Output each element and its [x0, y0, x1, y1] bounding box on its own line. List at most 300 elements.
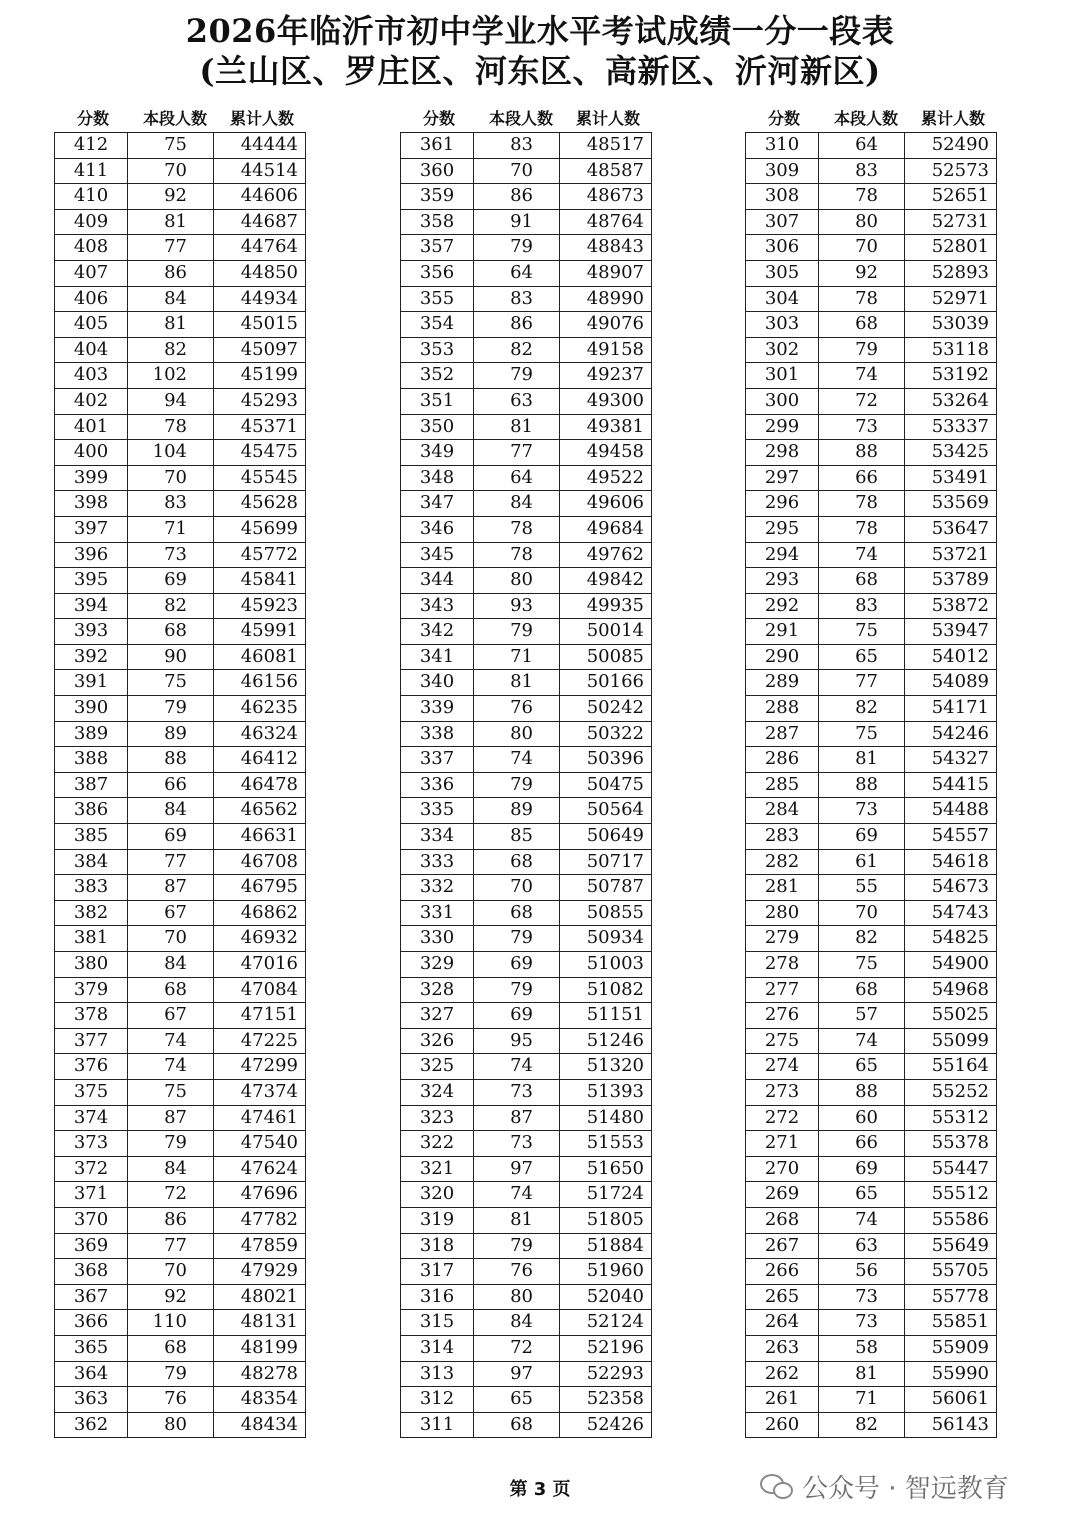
table-row — [745, 1157, 997, 1183]
score-cell: 410 — [55, 184, 128, 209]
table-row — [400, 1362, 652, 1388]
cumulative-cell: 53647 — [931, 517, 989, 539]
count-cell: 81 — [474, 1208, 560, 1233]
table-row — [745, 1310, 997, 1336]
count-cell: 85 — [474, 824, 560, 849]
table-row — [54, 952, 306, 978]
cumulative-cell: 47151 — [240, 1004, 298, 1026]
count-cell: 77 — [128, 235, 214, 260]
score-cell: 264 — [746, 1310, 819, 1335]
cumulative-cell: 50242 — [586, 697, 644, 719]
table-rows — [54, 132, 306, 1438]
count-cell: 74 — [819, 1029, 905, 1054]
score-cell: 377 — [55, 1029, 128, 1054]
score-cell: 308 — [746, 184, 819, 209]
score-cell: 389 — [55, 722, 128, 747]
table-row — [745, 1054, 997, 1080]
table-row — [54, 1157, 306, 1183]
table-row — [54, 415, 306, 441]
cumulative-cell: 53192 — [931, 364, 989, 386]
score-cell: 343 — [401, 594, 474, 619]
cumulative-cell: 53872 — [931, 594, 989, 616]
score-cell: 283 — [746, 824, 819, 849]
count-cell: 82 — [819, 696, 905, 721]
table-row — [54, 1413, 306, 1439]
table-row — [745, 1336, 997, 1362]
count-cell: 77 — [819, 670, 905, 695]
count-cell: 70 — [474, 159, 560, 184]
table-row — [745, 184, 997, 210]
count-cell: 84 — [474, 1310, 560, 1335]
count-cell: 68 — [128, 1336, 214, 1361]
cumulative-cell: 47624 — [240, 1157, 298, 1179]
table-row — [400, 1106, 652, 1132]
cumulative-cell: 51320 — [586, 1055, 644, 1077]
cumulative-cell: 54012 — [931, 645, 989, 667]
cumulative-cell: 52893 — [931, 261, 989, 283]
cumulative-cell: 55025 — [931, 1004, 989, 1026]
cumulative-cell: 47696 — [240, 1183, 298, 1205]
count-cell: 79 — [474, 773, 560, 798]
count-cell: 68 — [474, 901, 560, 926]
header-count: 本段人数 — [833, 108, 898, 128]
table-row — [54, 926, 306, 952]
score-cell: 395 — [55, 568, 128, 593]
score-cell: 366 — [55, 1310, 128, 1335]
cumulative-cell: 55778 — [931, 1285, 989, 1307]
cumulative-cell: 49606 — [586, 492, 644, 514]
score-cell: 367 — [55, 1285, 128, 1310]
count-cell: 64 — [819, 133, 905, 158]
count-cell: 74 — [128, 1029, 214, 1054]
cumulative-cell: 54246 — [931, 722, 989, 744]
score-cell: 279 — [746, 926, 819, 951]
count-cell: 73 — [819, 1285, 905, 1310]
score-cell: 341 — [401, 645, 474, 670]
cumulative-cell: 51650 — [586, 1157, 644, 1179]
count-cell: 84 — [128, 798, 214, 823]
count-cell: 81 — [474, 670, 560, 695]
count-cell: 78 — [819, 491, 905, 516]
table-row — [54, 824, 306, 850]
count-cell: 81 — [474, 415, 560, 440]
table-row — [54, 133, 306, 159]
header-count: 本段人数 — [488, 108, 553, 128]
score-cell: 316 — [401, 1285, 474, 1310]
count-cell: 70 — [128, 926, 214, 951]
cumulative-cell: 53491 — [931, 466, 989, 488]
table-row — [745, 952, 997, 978]
cumulative-cell: 52573 — [931, 159, 989, 181]
score-cell: 318 — [401, 1234, 474, 1259]
count-cell: 87 — [128, 1106, 214, 1131]
score-cell: 291 — [746, 619, 819, 644]
score-cell: 313 — [401, 1362, 474, 1387]
cumulative-cell: 54327 — [931, 748, 989, 770]
cumulative-cell: 48587 — [586, 159, 644, 181]
table-row — [745, 1387, 997, 1413]
cumulative-cell: 51003 — [586, 953, 644, 974]
table-row — [400, 1054, 652, 1080]
score-cell: 390 — [55, 696, 128, 721]
count-cell: 55 — [819, 875, 905, 900]
table-row — [400, 1157, 652, 1183]
count-cell: 58 — [819, 1336, 905, 1361]
count-cell: 95 — [474, 1029, 560, 1054]
table-row — [745, 798, 997, 824]
cumulative-cell: 47929 — [240, 1260, 298, 1282]
table-row — [54, 1362, 306, 1388]
count-cell: 76 — [128, 1387, 214, 1412]
cumulative-cell: 55378 — [931, 1132, 989, 1154]
count-cell: 67 — [128, 901, 214, 926]
cumulative-cell: 53337 — [931, 415, 989, 437]
cumulative-cell: 48673 — [586, 185, 644, 207]
cumulative-cell: 45991 — [240, 620, 298, 642]
count-cell: 79 — [128, 1362, 214, 1387]
score-cell: 310 — [746, 133, 819, 158]
table-row — [400, 312, 652, 338]
score-cell: 339 — [401, 696, 474, 721]
cumulative-cell: 48517 — [586, 134, 644, 155]
score-table-column-2 — [400, 102, 652, 1438]
count-cell: 74 — [474, 1054, 560, 1079]
cumulative-cell: 50717 — [586, 850, 644, 872]
table-rows — [400, 132, 652, 1438]
score-cell: 409 — [55, 210, 128, 235]
table-row — [400, 466, 652, 492]
cumulative-cell: 48843 — [586, 236, 644, 258]
count-cell: 73 — [819, 415, 905, 440]
header-score: 分数 — [422, 108, 455, 128]
cumulative-cell: 47859 — [240, 1234, 298, 1256]
table-row — [54, 466, 306, 492]
cumulative-cell: 48907 — [586, 261, 644, 283]
count-cell: 92 — [128, 184, 214, 209]
table-row — [54, 1259, 306, 1285]
score-cell: 311 — [401, 1413, 474, 1438]
cumulative-cell: 44764 — [240, 236, 298, 258]
count-cell: 65 — [819, 1054, 905, 1079]
count-cell: 74 — [819, 1208, 905, 1233]
score-cell: 298 — [746, 440, 819, 465]
page-title: 2026年临沂市初中学业水平考试成绩一分一段表 — [185, 12, 895, 50]
score-cell: 412 — [55, 133, 128, 158]
cumulative-cell: 50855 — [586, 901, 644, 923]
table-row — [54, 491, 306, 517]
count-cell: 83 — [474, 287, 560, 312]
cumulative-cell: 52971 — [931, 287, 989, 309]
table-row — [400, 747, 652, 773]
table-row — [745, 1234, 997, 1260]
table-row — [54, 363, 306, 389]
cumulative-cell: 55990 — [931, 1362, 989, 1384]
score-cell: 365 — [55, 1336, 128, 1361]
score-cell: 326 — [401, 1029, 474, 1054]
score-cell: 280 — [746, 901, 819, 926]
count-cell: 80 — [474, 1285, 560, 1310]
count-cell: 64 — [474, 466, 560, 491]
cumulative-cell: 55649 — [931, 1234, 989, 1256]
table-row — [400, 901, 652, 927]
cumulative-cell: 53947 — [931, 620, 989, 642]
score-cell: 385 — [55, 824, 128, 849]
table-row — [745, 926, 997, 952]
count-cell: 65 — [819, 1182, 905, 1207]
cumulative-cell: 54415 — [931, 773, 989, 795]
count-cell: 68 — [128, 619, 214, 644]
table-row — [400, 235, 652, 261]
score-cell: 388 — [55, 747, 128, 772]
count-cell: 75 — [128, 133, 214, 158]
score-cell: 324 — [401, 1080, 474, 1105]
table-row — [745, 747, 997, 773]
cumulative-cell: 45097 — [240, 338, 298, 360]
score-cell: 284 — [746, 798, 819, 823]
cumulative-cell: 44850 — [240, 261, 298, 283]
table-row — [745, 1080, 997, 1106]
score-cell: 360 — [401, 159, 474, 184]
score-cell: 305 — [746, 261, 819, 286]
cumulative-cell: 54089 — [931, 671, 989, 693]
count-cell: 60 — [819, 1106, 905, 1131]
table-row — [54, 1310, 306, 1336]
score-cell: 309 — [746, 159, 819, 184]
table-row — [54, 901, 306, 927]
cumulative-cell: 49076 — [586, 313, 644, 335]
cumulative-cell: 46081 — [240, 645, 298, 667]
table-row — [400, 1208, 652, 1234]
table-row — [400, 722, 652, 748]
table-row — [54, 159, 306, 185]
score-cell: 381 — [55, 926, 128, 951]
count-cell: 80 — [819, 210, 905, 235]
count-cell: 72 — [819, 389, 905, 414]
cumulative-cell: 46795 — [240, 876, 298, 898]
count-cell: 79 — [128, 1131, 214, 1156]
count-cell: 79 — [128, 696, 214, 721]
cumulative-cell: 55164 — [931, 1055, 989, 1077]
table-row — [745, 850, 997, 876]
cumulative-cell: 45475 — [240, 441, 298, 463]
table-row — [54, 1336, 306, 1362]
count-cell: 82 — [128, 594, 214, 619]
count-cell: 70 — [474, 875, 560, 900]
count-cell: 71 — [474, 645, 560, 670]
score-cell: 300 — [746, 389, 819, 414]
cumulative-cell: 45841 — [240, 569, 298, 591]
cumulative-cell: 54618 — [931, 850, 989, 872]
table-row — [54, 1003, 306, 1029]
table-row — [400, 1234, 652, 1260]
table-row — [745, 543, 997, 569]
count-cell: 83 — [819, 594, 905, 619]
cumulative-cell: 47299 — [240, 1055, 298, 1077]
table-row — [745, 415, 997, 441]
table-row — [400, 1336, 652, 1362]
count-cell: 88 — [128, 747, 214, 772]
cumulative-cell: 47225 — [240, 1029, 298, 1051]
score-cell: 384 — [55, 850, 128, 875]
cumulative-cell: 56061 — [931, 1388, 989, 1410]
table-row — [400, 1131, 652, 1157]
count-cell: 70 — [128, 159, 214, 184]
score-cell: 286 — [746, 747, 819, 772]
table-row — [745, 389, 997, 415]
cumulative-cell: 46412 — [240, 748, 298, 770]
score-cell: 378 — [55, 1003, 128, 1028]
count-cell: 81 — [819, 1362, 905, 1387]
cumulative-cell: 51553 — [586, 1132, 644, 1154]
cumulative-cell: 52124 — [586, 1311, 644, 1333]
score-cell: 351 — [401, 389, 474, 414]
count-cell: 97 — [474, 1157, 560, 1182]
score-cell: 289 — [746, 670, 819, 695]
cumulative-cell: 55909 — [931, 1336, 989, 1358]
score-cell: 404 — [55, 338, 128, 363]
cumulative-cell: 48278 — [240, 1362, 298, 1384]
table-row — [54, 1182, 306, 1208]
count-cell: 75 — [819, 722, 905, 747]
count-cell: 70 — [128, 1259, 214, 1284]
cumulative-cell: 54743 — [931, 901, 989, 923]
cumulative-cell: 48199 — [240, 1336, 298, 1358]
count-cell: 104 — [128, 440, 214, 465]
cumulative-cell: 44514 — [240, 159, 298, 181]
table-row — [400, 1003, 652, 1029]
cumulative-cell: 50787 — [586, 876, 644, 898]
cumulative-cell: 45628 — [240, 492, 298, 514]
cumulative-cell: 52293 — [586, 1362, 644, 1384]
table-row — [745, 875, 997, 901]
table-row — [745, 568, 997, 594]
score-cell: 342 — [401, 619, 474, 644]
count-cell: 81 — [128, 210, 214, 235]
cumulative-cell: 46862 — [240, 901, 298, 923]
score-cell: 277 — [746, 978, 819, 1003]
cumulative-cell: 55099 — [931, 1029, 989, 1051]
table-row — [745, 1413, 997, 1439]
score-cell: 368 — [55, 1259, 128, 1284]
score-cell: 301 — [746, 363, 819, 388]
score-cell: 288 — [746, 696, 819, 721]
count-cell: 64 — [474, 261, 560, 286]
count-cell: 87 — [128, 875, 214, 900]
score-cell: 356 — [401, 261, 474, 286]
cumulative-cell: 44934 — [240, 287, 298, 309]
table-row — [400, 338, 652, 364]
cumulative-cell: 46324 — [240, 722, 298, 744]
count-cell: 73 — [819, 1310, 905, 1335]
count-cell: 77 — [474, 440, 560, 465]
cumulative-cell: 46478 — [240, 773, 298, 795]
cumulative-cell: 45545 — [240, 466, 298, 488]
count-cell: 56 — [819, 1259, 905, 1284]
count-cell: 87 — [474, 1106, 560, 1131]
score-cell: 265 — [746, 1285, 819, 1310]
table-row — [400, 491, 652, 517]
score-cell: 340 — [401, 670, 474, 695]
count-cell: 89 — [128, 722, 214, 747]
score-cell: 402 — [55, 389, 128, 414]
score-cell: 262 — [746, 1362, 819, 1387]
score-cell: 361 — [401, 133, 474, 158]
score-cell: 370 — [55, 1208, 128, 1233]
score-cell: 382 — [55, 901, 128, 926]
score-cell: 271 — [746, 1131, 819, 1156]
table-row — [54, 670, 306, 696]
cumulative-cell: 44444 — [240, 134, 298, 155]
score-cell: 320 — [401, 1182, 474, 1207]
score-cell: 349 — [401, 440, 474, 465]
cumulative-cell: 54488 — [931, 799, 989, 821]
cumulative-cell: 51393 — [586, 1080, 644, 1102]
score-cell: 323 — [401, 1106, 474, 1131]
table-row — [745, 773, 997, 799]
score-cell: 336 — [401, 773, 474, 798]
table-row — [54, 184, 306, 210]
score-cell: 371 — [55, 1182, 128, 1207]
cumulative-cell: 47374 — [240, 1080, 298, 1102]
cumulative-cell: 47016 — [240, 953, 298, 974]
count-cell: 102 — [128, 363, 214, 388]
score-cell: 287 — [746, 722, 819, 747]
cumulative-cell: 52651 — [931, 185, 989, 207]
score-cell: 333 — [401, 850, 474, 875]
score-cell: 372 — [55, 1157, 128, 1182]
count-cell: 82 — [819, 926, 905, 951]
table-row — [745, 1003, 997, 1029]
table-row — [54, 722, 306, 748]
score-cell: 312 — [401, 1387, 474, 1412]
table-row — [54, 773, 306, 799]
score-cell: 376 — [55, 1054, 128, 1079]
cumulative-cell: 53039 — [931, 313, 989, 335]
count-cell: 68 — [819, 568, 905, 593]
score-cell: 275 — [746, 1029, 819, 1054]
count-cell: 75 — [128, 670, 214, 695]
table-row — [745, 696, 997, 722]
cumulative-cell: 54968 — [931, 978, 989, 1000]
cumulative-cell: 54900 — [931, 953, 989, 974]
table-row — [400, 798, 652, 824]
cumulative-cell: 50085 — [586, 645, 644, 667]
cumulative-cell: 50649 — [586, 825, 644, 847]
cumulative-cell: 50014 — [586, 620, 644, 642]
table-row — [745, 1131, 997, 1157]
cumulative-cell: 46156 — [240, 671, 298, 693]
count-cell: 93 — [474, 594, 560, 619]
count-cell: 83 — [128, 491, 214, 516]
table-row — [54, 1387, 306, 1413]
cumulative-cell: 55312 — [931, 1106, 989, 1128]
cumulative-cell: 49300 — [586, 389, 644, 411]
cumulative-cell: 46708 — [240, 850, 298, 872]
header-score: 分数 — [76, 108, 109, 128]
cumulative-cell: 56143 — [931, 1413, 989, 1435]
score-cell: 352 — [401, 363, 474, 388]
table-row — [745, 645, 997, 671]
cumulative-cell: 54557 — [931, 825, 989, 847]
count-cell: 69 — [128, 568, 214, 593]
count-cell: 79 — [474, 619, 560, 644]
score-cell: 260 — [746, 1413, 819, 1438]
count-cell: 86 — [128, 1208, 214, 1233]
score-cell: 281 — [746, 875, 819, 900]
table-row — [745, 594, 997, 620]
table-row — [745, 978, 997, 1004]
score-cell: 292 — [746, 594, 819, 619]
